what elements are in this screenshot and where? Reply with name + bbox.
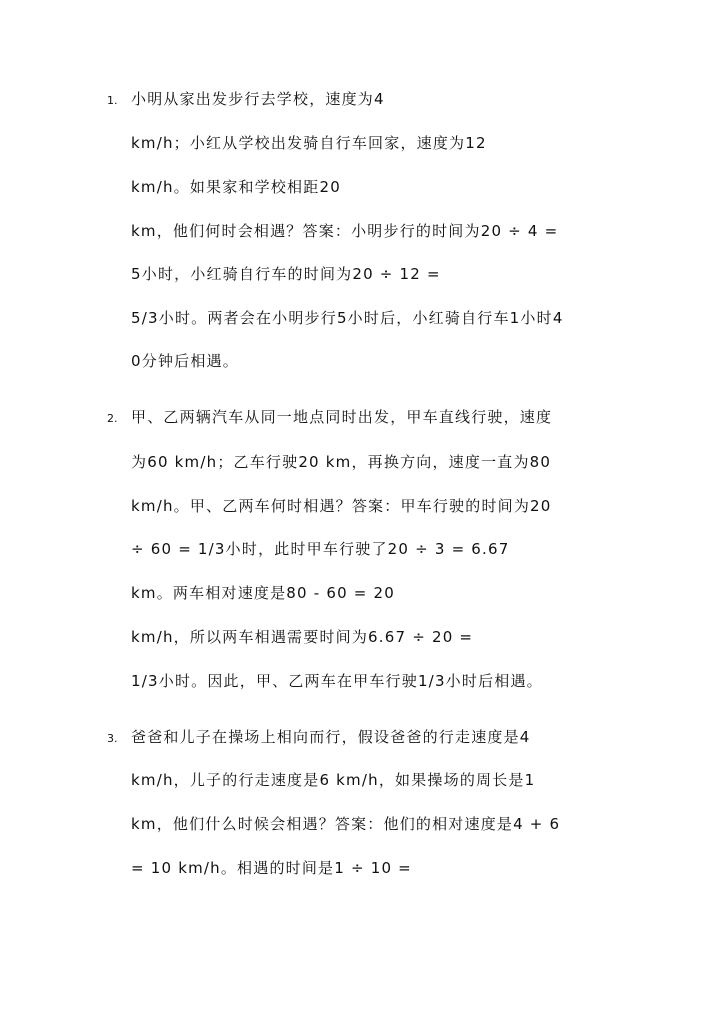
question-line: km/h，儿子的行走速度是6 km/h，如果操场的周长是1: [131, 771, 536, 789]
question-line: = 10 km/h。相遇的时间是1 ÷ 10 =: [131, 859, 412, 877]
question-line: ÷ 60 = 1/3小时，此时甲车行驶了20 ÷ 3 = 6.67: [131, 540, 510, 558]
question-number: 2.: [107, 412, 118, 425]
question-line: 为60 km/h；乙车行驶20 km，再换方向，速度一直为80: [131, 453, 552, 471]
question-line: km，他们何时会相遇？答案：小明步行的时间为20 ÷ 4 =: [131, 222, 559, 240]
question-number: 3.: [107, 732, 118, 745]
question-line: km。两车相对速度是80 - 60 = 20: [131, 584, 396, 602]
question-line: 甲、乙两辆汽车从同一地点同时出发，甲车直线行驶，速度: [131, 408, 553, 426]
question-line: 1/3小时。因此，甲、乙两车在甲车行驶1/3小时后相遇。: [131, 672, 543, 690]
question-line: km，他们什么时候会相遇？答案：他们的相对速度是4 + 6: [131, 815, 561, 833]
question-line: km/h，所以两车相遇需要时间为6.67 ÷ 20 =: [131, 628, 474, 646]
question-line: km/h；小红从学校出发骑自行车回家，速度为12: [131, 134, 487, 152]
question-line: 5小时，小红骑自行车的时间为20 ÷ 12 =: [131, 265, 441, 283]
question-number: 1.: [107, 94, 118, 107]
question-line: 小明从家出发步行去学校，速度为4: [131, 90, 385, 108]
question-line: 0分钟后相遇。: [131, 352, 239, 370]
question-line: 5/3小时。两者会在小明步行5小时后，小红骑自行车1小时4: [131, 309, 564, 327]
question-line: km/h。如果家和学校相距20: [131, 178, 341, 196]
question-line: km/h。甲、乙两车何时相遇？答案：甲车行驶的时间为20: [131, 497, 552, 515]
question-line: 爸爸和儿子在操场上相向而行，假设爸爸的行走速度是4: [131, 728, 531, 746]
